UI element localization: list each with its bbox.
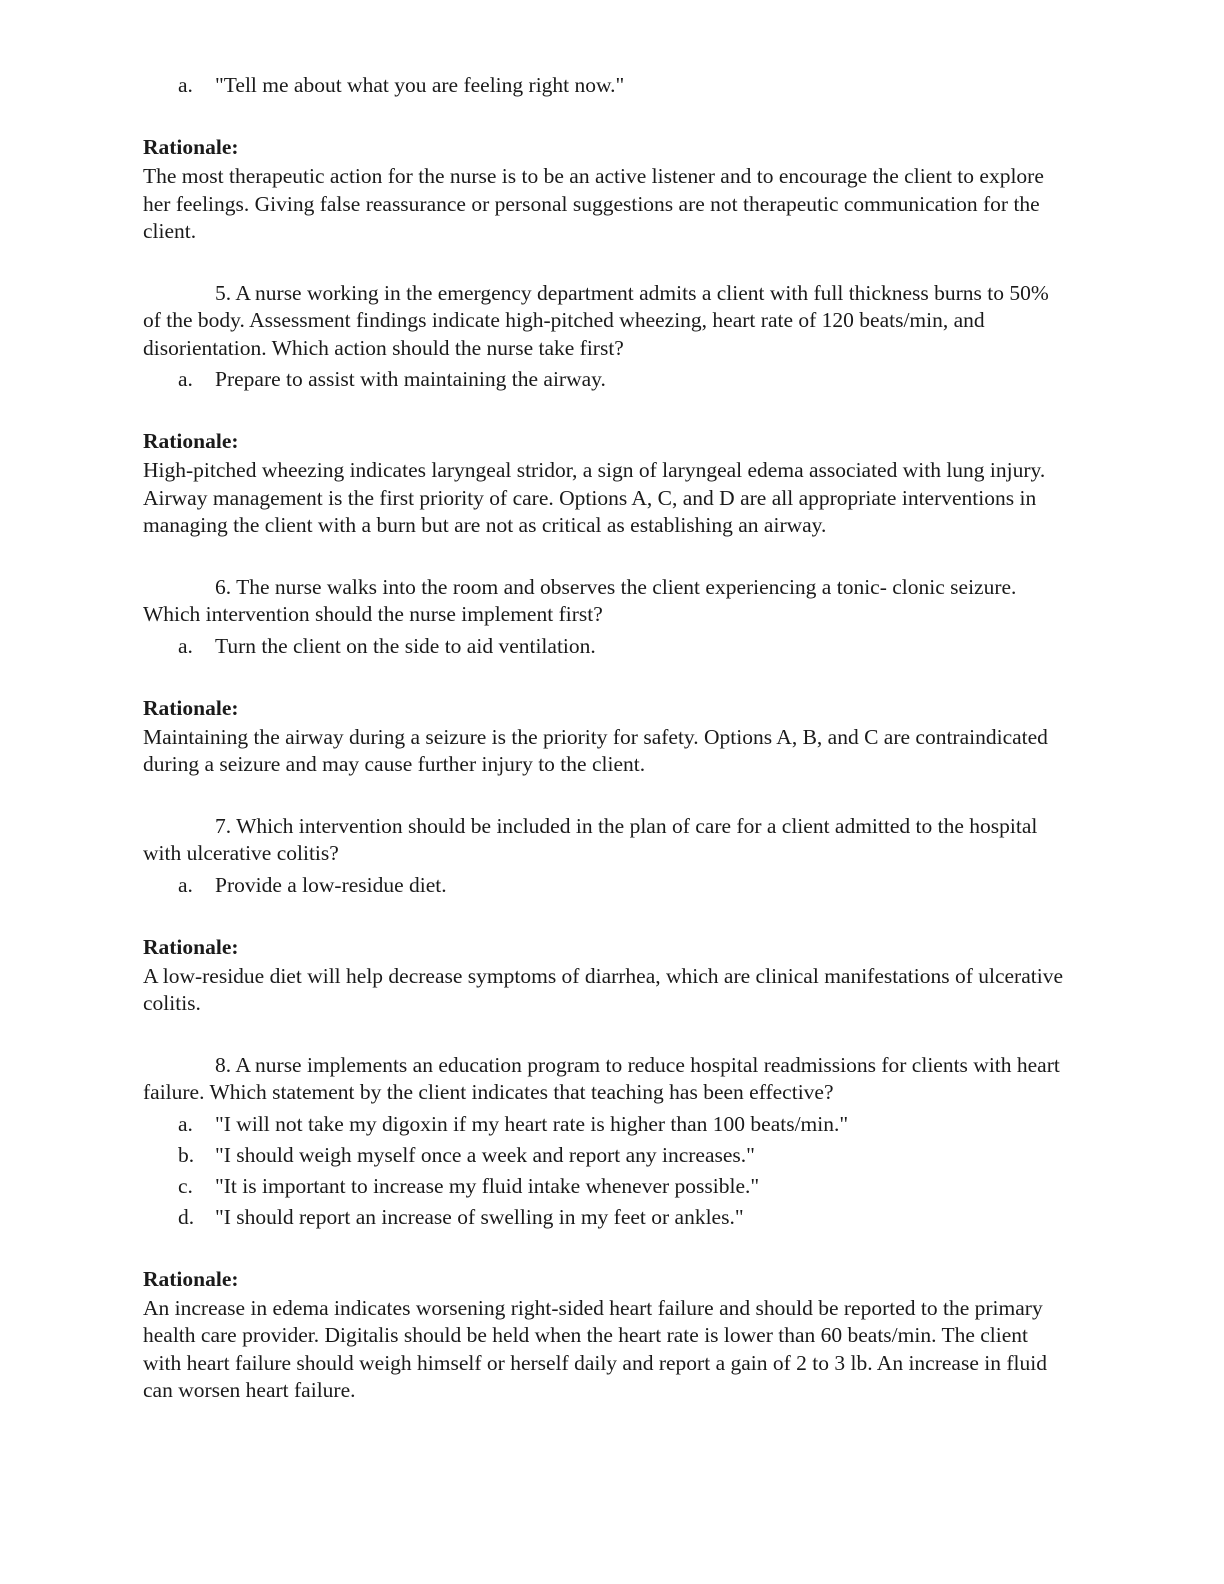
option-text: "I will not take my digoxin if my heart rate is higher than 100 beats/min." [215, 1111, 849, 1136]
question-7-stem: 7. Which intervention should be included in the plan of care for a client admitted to the hospital with ulcerative colitis? [143, 813, 1038, 865]
question-5-stem: 5. A nurse working in the emergency department admits a client with full thickness burns to 50% of the body. Assessment findings indicate high-pitched wheezing, heart rate of 120 beats/min, and disorientation. Which action should the nurse take first? [143, 280, 1049, 360]
answer-option [143, 1202, 1068, 1233]
answer-option [143, 870, 1068, 901]
option-letter: a. [178, 367, 193, 391]
rationale-text: High-pitched wheezing indicates laryngeal stridor, a sign of laryngeal edema associated with lung injury. Airway management is the first priority of care. Options A, C, and D are all appropriate interventions in managing the client with a burn but are not as critical as establishing an airway. [143, 458, 1046, 537]
rationale-heading: Rationale: [143, 135, 239, 159]
option-letter: a. [178, 872, 193, 897]
rationale-heading: Rationale: [143, 429, 239, 453]
rationale-text: A low-residue diet will help decrease symptoms of diarrhea, which are clinical manifestations of ulcerative colitis. [143, 963, 1063, 1015]
answer-option [143, 1171, 1068, 1202]
rationale-heading: Rationale: [143, 695, 239, 720]
question-8-stem: 8. A nurse implements an education program to reduce hospital readmissions for clients with heart failure. Which statement by the client indicates that teaching has been effective? [143, 1052, 1060, 1104]
rationale-heading: Rationale: [143, 934, 239, 959]
answer-option [143, 364, 1068, 395]
rationale-text: Maintaining the airway during a seizure is the priority for safety. Options A, B, and C are contraindicated during a seizure and may cause further injury to the client. [143, 724, 1048, 776]
option-letter: d. [178, 1204, 195, 1229]
rationale-text: The most therapeutic action for the nurse is to be an active listener and to encourage the client to explore her feelings. Giving false reassurance or personal suggestions are not therapeutic communication for the client. [143, 164, 1044, 243]
option-letter: a. [178, 73, 193, 97]
rationale-heading: Rationale: [143, 1266, 239, 1291]
option-text: "I should report an increase of swelling in my feet or ankles." [215, 1204, 744, 1229]
option-letter: c. [178, 1173, 193, 1198]
answer-option [143, 1140, 1068, 1171]
option-text: "Tell me about what you are feeling right now." [215, 73, 625, 97]
option-text: Prepare to assist with maintaining the airway. [215, 367, 606, 391]
question-6-stem: 6. The nurse walks into the room and observes the client experiencing a tonic- clonic seizure. Which intervention should the nurse implement first? [143, 574, 1017, 626]
answer-option [143, 70, 1068, 101]
option-text: Turn the client on the side to aid ventilation. [215, 633, 596, 658]
option-letter: b. [178, 1142, 195, 1167]
rationale-text: An increase in edema indicates worsening right-sided heart failure and should be reported to the primary health care provider. Digitalis should be held when the heart rate is lower than 60 beats/min. The client with heart failure should weigh himself or herself daily and report a gain of 2 to 3 lb. An increase in fluid can worsen heart failure. [143, 1295, 1047, 1402]
option-text: "I should weigh myself once a week and report any increases." [215, 1142, 755, 1167]
option-letter: a. [178, 633, 193, 658]
answer-option [143, 631, 1068, 662]
option-letter: a. [178, 1111, 193, 1136]
document-page [143, 70, 1068, 1405]
answer-option [143, 1109, 1068, 1140]
option-text: Provide a low-residue diet. [215, 872, 447, 897]
option-text: "It is important to increase my fluid intake whenever possible." [215, 1173, 760, 1198]
